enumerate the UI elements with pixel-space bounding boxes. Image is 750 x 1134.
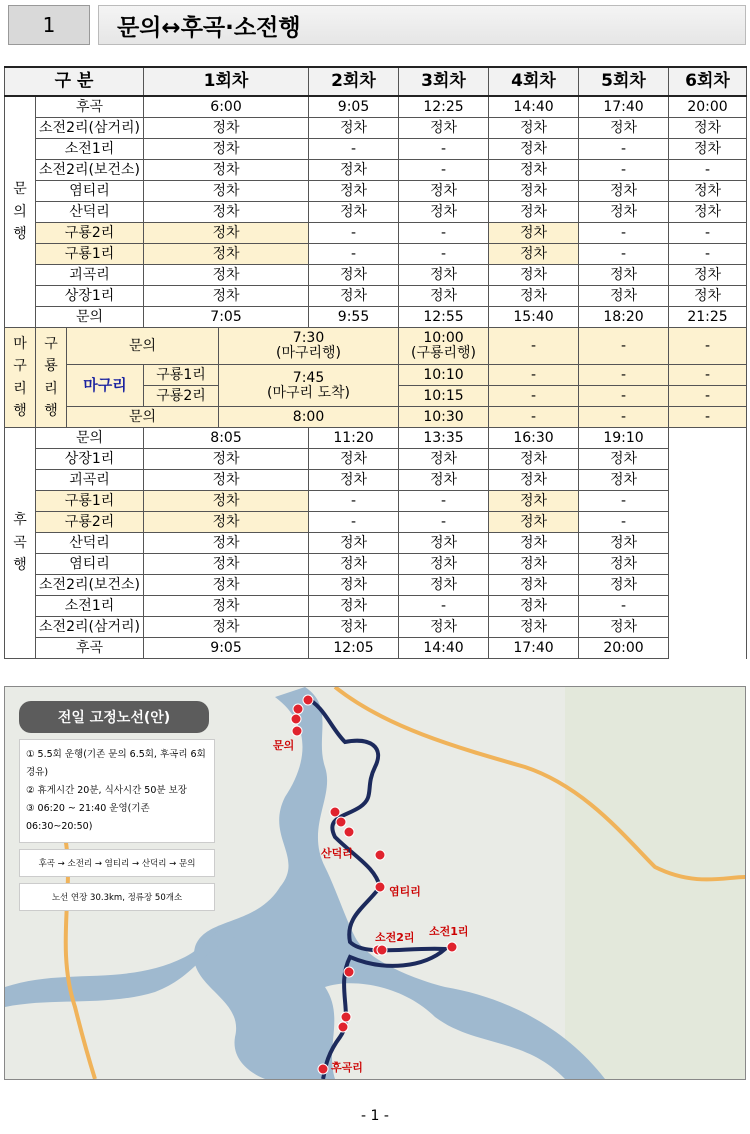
stop-name: 후곡 bbox=[36, 638, 144, 659]
time-cell: 정차 bbox=[309, 617, 399, 638]
time-cell: 정차 bbox=[399, 265, 489, 286]
legend-note: ③ 06:20 ~ 21:40 운영(기존 06:30~20:50) bbox=[26, 803, 150, 833]
time-cell: 13:35 bbox=[399, 428, 489, 449]
time-cell: 8:00 bbox=[219, 407, 399, 428]
stop-name: 상장1리 bbox=[36, 286, 144, 307]
stop-marker bbox=[375, 882, 385, 892]
time-cell: 16:30 bbox=[489, 428, 579, 449]
time-cell: - bbox=[579, 223, 669, 244]
table-row bbox=[5, 533, 747, 554]
stop-marker bbox=[330, 807, 340, 817]
time-cell: - bbox=[309, 139, 399, 160]
time-cell: 14:40 bbox=[489, 96, 579, 118]
time-cell: - bbox=[309, 491, 399, 512]
time-cell: 정차 bbox=[399, 181, 489, 202]
time-cell: 정차 bbox=[309, 118, 399, 139]
time-cell: 정차 bbox=[309, 202, 399, 223]
map-label-yeomti: 염티리 bbox=[389, 885, 421, 898]
time-cell: 정차 bbox=[399, 449, 489, 470]
time-cell: 정차 bbox=[399, 286, 489, 307]
table-row bbox=[5, 181, 747, 202]
column-header: 4회차 bbox=[489, 67, 579, 96]
stop-name: 문의 bbox=[36, 307, 144, 328]
stop-marker bbox=[293, 704, 303, 714]
stop-name: 문의 bbox=[67, 328, 219, 365]
time-cell: 정차 bbox=[144, 533, 309, 554]
time-cell: 정차 bbox=[144, 286, 309, 307]
time-cell: 정차 bbox=[144, 118, 309, 139]
time-cell: 정차 bbox=[669, 118, 747, 139]
column-header: 2회차 bbox=[309, 67, 399, 96]
table-row bbox=[5, 139, 747, 160]
time-cell: 정차 bbox=[489, 470, 579, 491]
section-label-magu: 마 구 리 행 bbox=[5, 328, 36, 428]
time-cell: 20:00 bbox=[669, 96, 747, 118]
time-cell: 정차 bbox=[144, 139, 309, 160]
table-row bbox=[5, 328, 747, 365]
time-cell: 정차 bbox=[489, 118, 579, 139]
time-cell: 정차 bbox=[399, 617, 489, 638]
time-cell: 정차 bbox=[489, 223, 579, 244]
stop-name: 소전1리 bbox=[36, 596, 144, 617]
time-cell: 19:10 bbox=[579, 428, 669, 449]
time-cell: 8:05 bbox=[144, 428, 309, 449]
stop-name: 구룡1리 bbox=[36, 491, 144, 512]
stop-marker bbox=[292, 726, 302, 736]
stop-name: 염티리 bbox=[36, 181, 144, 202]
column-header: 6회차 bbox=[669, 67, 747, 96]
time-cell: 정차 bbox=[144, 160, 309, 181]
table-row bbox=[5, 638, 747, 659]
table-row bbox=[5, 286, 747, 307]
time-cell: 정차 bbox=[489, 533, 579, 554]
stop-marker bbox=[344, 827, 354, 837]
stop-name: 구룡1리 bbox=[144, 365, 219, 386]
table-row bbox=[5, 202, 747, 223]
table-row bbox=[5, 160, 747, 181]
time-cell: 정차 bbox=[489, 202, 579, 223]
stop-name: 구룡2리 bbox=[36, 223, 144, 244]
table-row bbox=[5, 470, 747, 491]
table-row bbox=[5, 96, 747, 118]
time-cell: - bbox=[399, 596, 489, 617]
time-cell: - bbox=[399, 139, 489, 160]
time-cell: 10:15 bbox=[399, 386, 489, 407]
time-cell: 정차 bbox=[144, 575, 309, 596]
section-number: 1 bbox=[8, 5, 90, 45]
stop-name: 소전1리 bbox=[36, 139, 144, 160]
time-cell: 정차 bbox=[144, 617, 309, 638]
time-cell: 9:05 bbox=[144, 638, 309, 659]
time-cell: - bbox=[669, 160, 747, 181]
legend-title: 전일 고정노선(안) bbox=[19, 701, 209, 733]
time-cell: - bbox=[399, 491, 489, 512]
time-cell: 정차 bbox=[309, 596, 399, 617]
time-cell: 12:25 bbox=[399, 96, 489, 118]
time-cell: 정차 bbox=[144, 265, 309, 286]
stop-marker bbox=[338, 1022, 348, 1032]
time-cell: 정차 bbox=[489, 449, 579, 470]
stop-marker bbox=[447, 942, 457, 952]
table-row bbox=[5, 223, 747, 244]
time-cell: 정차 bbox=[399, 533, 489, 554]
time-cell: - bbox=[579, 491, 669, 512]
table-row bbox=[5, 449, 747, 470]
time-cell: - bbox=[579, 365, 669, 386]
time-cell: 정차 bbox=[579, 181, 669, 202]
stop-marker bbox=[303, 695, 313, 705]
route-map bbox=[4, 686, 746, 1080]
legend-notes bbox=[19, 739, 215, 843]
time-cell: - bbox=[399, 160, 489, 181]
time-cell: 정차 bbox=[579, 554, 669, 575]
time-cell: 14:40 bbox=[399, 638, 489, 659]
time-cell: - bbox=[579, 244, 669, 265]
time-cell: 정차 bbox=[309, 265, 399, 286]
section-label-munui: 문 의 행 bbox=[5, 96, 36, 328]
map-label-sojeon1: 소전1리 bbox=[429, 925, 469, 938]
timetable bbox=[4, 66, 747, 659]
time-cell: 17:40 bbox=[579, 96, 669, 118]
stop-marker bbox=[291, 714, 301, 724]
page-number: - 1 - bbox=[361, 1108, 389, 1124]
legend-summary: 노선 연장 30.3km, 정류장 50개소 bbox=[19, 883, 215, 911]
table-row bbox=[5, 596, 747, 617]
time-cell: 정차 bbox=[309, 181, 399, 202]
time-cell: 정차 bbox=[399, 470, 489, 491]
stop-name: 산덕리 bbox=[36, 533, 144, 554]
time-cell: - bbox=[669, 328, 747, 365]
time-cell: 정차 bbox=[489, 160, 579, 181]
time-cell: - bbox=[669, 386, 747, 407]
time-cell: 정차 bbox=[144, 449, 309, 470]
table-header-row bbox=[5, 67, 747, 96]
time-cell: 정차 bbox=[144, 554, 309, 575]
legend-route: 후곡 → 소전리 → 염티리 → 산덕리 → 문의 bbox=[19, 849, 215, 877]
time-cell: - bbox=[489, 386, 579, 407]
time-cell: 정차 bbox=[489, 617, 579, 638]
time-cell: 정차 bbox=[669, 139, 747, 160]
time-cell: 정차 bbox=[579, 449, 669, 470]
stop-name: 상장1리 bbox=[36, 449, 144, 470]
time-cell: 정차 bbox=[489, 491, 579, 512]
time-cell: - bbox=[579, 328, 669, 365]
map-label-hugok: 후곡리 bbox=[331, 1061, 363, 1074]
time-cell: 정차 bbox=[489, 139, 579, 160]
time-cell: 10:30 bbox=[399, 407, 489, 428]
time-cell: 15:40 bbox=[489, 307, 579, 328]
stop-name: 괴곡리 bbox=[36, 265, 144, 286]
section-label-hugok: 후 곡 행 bbox=[5, 428, 36, 659]
time-cell: 11:20 bbox=[309, 428, 399, 449]
time-cell: - bbox=[399, 512, 489, 533]
time-cell: - bbox=[579, 596, 669, 617]
time-cell: 정차 bbox=[579, 202, 669, 223]
stop-name: 산덕리 bbox=[36, 202, 144, 223]
time-cell: 정차 bbox=[579, 470, 669, 491]
group-label-magu: 마구리 bbox=[67, 365, 144, 407]
time-cell: 정차 bbox=[144, 244, 309, 265]
time-cell: 12:05 bbox=[309, 638, 399, 659]
time-cell: 정차 bbox=[579, 265, 669, 286]
column-header: 1회차 bbox=[144, 67, 309, 96]
stop-name: 문의 bbox=[36, 428, 144, 449]
time-cell: 7:05 bbox=[144, 307, 309, 328]
stop-name: 소전2리(삼거리) bbox=[36, 118, 144, 139]
table-row bbox=[5, 617, 747, 638]
time-cell: 정차 bbox=[489, 244, 579, 265]
time-cell: 정차 bbox=[489, 575, 579, 596]
time-cell: - bbox=[669, 407, 747, 428]
time-cell: 6:00 bbox=[144, 96, 309, 118]
stop-name: 소전2리(보건소) bbox=[36, 160, 144, 181]
time-cell: 정차 bbox=[669, 286, 747, 307]
time-cell: 10:10 bbox=[399, 365, 489, 386]
time-cell: 정차 bbox=[489, 554, 579, 575]
stop-name: 구룡2리 bbox=[36, 512, 144, 533]
time-cell: 정차 bbox=[309, 449, 399, 470]
time-cell: 정차 bbox=[579, 575, 669, 596]
time-cell: - bbox=[669, 244, 747, 265]
time-cell: 정차 bbox=[579, 118, 669, 139]
time-cell: - bbox=[579, 512, 669, 533]
time-cell: 정차 bbox=[489, 512, 579, 533]
time-cell: 정차 bbox=[309, 286, 399, 307]
time-cell: 정차 bbox=[144, 512, 309, 533]
time-cell: 10:00 (구룡리행) bbox=[399, 328, 489, 365]
time-cell: 정차 bbox=[579, 286, 669, 307]
time-cell: 정차 bbox=[309, 470, 399, 491]
table-row bbox=[5, 365, 747, 386]
stop-marker bbox=[344, 967, 354, 977]
stop-marker bbox=[341, 1012, 351, 1022]
column-header: 3회차 bbox=[399, 67, 489, 96]
time-cell: - bbox=[309, 512, 399, 533]
time-cell: 20:00 bbox=[579, 638, 669, 659]
stop-name: 구룡1리 bbox=[36, 244, 144, 265]
time-cell: - bbox=[399, 223, 489, 244]
stop-marker bbox=[377, 945, 387, 955]
time-cell: 정차 bbox=[144, 181, 309, 202]
time-cell: 정차 bbox=[309, 575, 399, 596]
time-cell: 정차 bbox=[309, 533, 399, 554]
header-corner: 구 분 bbox=[5, 67, 144, 96]
table-row bbox=[5, 512, 747, 533]
column-header: 5회차 bbox=[579, 67, 669, 96]
table-row bbox=[5, 554, 747, 575]
stop-name: 문의 bbox=[67, 407, 219, 428]
time-cell: 정차 bbox=[399, 202, 489, 223]
time-cell: 9:05 bbox=[309, 96, 399, 118]
time-cell: 정차 bbox=[144, 223, 309, 244]
time-cell: - bbox=[579, 386, 669, 407]
stop-name: 염티리 bbox=[36, 554, 144, 575]
time-cell: 정차 bbox=[144, 470, 309, 491]
stop-name: 괴곡리 bbox=[36, 470, 144, 491]
time-cell: 정차 bbox=[669, 265, 747, 286]
time-cell: - bbox=[489, 328, 579, 365]
time-cell: 정차 bbox=[399, 575, 489, 596]
time-cell: 21:25 bbox=[669, 307, 747, 328]
time-cell: 정차 bbox=[144, 491, 309, 512]
time-cell: 9:55 bbox=[309, 307, 399, 328]
legend-note: ① 5.5회 운행(기존 문의 6.5회, 후곡리 6회 경유) bbox=[26, 749, 206, 779]
time-cell: 17:40 bbox=[489, 638, 579, 659]
stop-marker bbox=[375, 850, 385, 860]
time-cell: - bbox=[579, 160, 669, 181]
time-cell: 정차 bbox=[579, 533, 669, 554]
time-cell: - bbox=[489, 407, 579, 428]
time-cell: - bbox=[309, 244, 399, 265]
table-row bbox=[5, 307, 747, 328]
time-cell: 정차 bbox=[399, 118, 489, 139]
section-header bbox=[8, 5, 746, 45]
time-cell: 정차 bbox=[579, 617, 669, 638]
stop-name: 구룡2리 bbox=[144, 386, 219, 407]
stop-marker bbox=[318, 1064, 328, 1074]
table-row bbox=[5, 118, 747, 139]
table-row bbox=[5, 428, 747, 449]
time-cell: - bbox=[669, 365, 747, 386]
time-cell: 정차 bbox=[309, 554, 399, 575]
time-cell: - bbox=[669, 223, 747, 244]
time-cell: 정차 bbox=[489, 265, 579, 286]
time-cell: 정차 bbox=[489, 286, 579, 307]
time-cell: 정차 bbox=[489, 181, 579, 202]
map-label-sandeok: 산덕리 bbox=[321, 847, 353, 860]
table-row bbox=[5, 491, 747, 512]
time-cell: 7:30 (마구리행) bbox=[219, 328, 399, 365]
time-cell: - bbox=[579, 139, 669, 160]
stop-name: 소전2리(보건소) bbox=[36, 575, 144, 596]
time-cell: 정차 bbox=[309, 160, 399, 181]
map-legend bbox=[19, 701, 219, 911]
time-cell: 정차 bbox=[399, 554, 489, 575]
table-row bbox=[5, 407, 747, 428]
time-cell: 정차 bbox=[669, 202, 747, 223]
stop-marker bbox=[336, 817, 346, 827]
time-cell: 정차 bbox=[489, 596, 579, 617]
time-cell: 18:20 bbox=[579, 307, 669, 328]
time-cell: - bbox=[309, 223, 399, 244]
section-title: 문의↔후곡·소전행 bbox=[98, 5, 746, 45]
map-label-munui: 문의 bbox=[273, 739, 295, 752]
time-cell: 정차 bbox=[669, 181, 747, 202]
time-cell: - bbox=[489, 365, 579, 386]
time-cell: 정차 bbox=[144, 202, 309, 223]
table-row bbox=[5, 265, 747, 286]
time-cell: 정차 bbox=[144, 596, 309, 617]
stop-name: 소전2리(삼거리) bbox=[36, 617, 144, 638]
stop-name: 후곡 bbox=[36, 96, 144, 118]
time-cell: 12:55 bbox=[399, 307, 489, 328]
section-label-guryong: 구 룡 리 행 bbox=[36, 328, 67, 428]
table-row bbox=[5, 575, 747, 596]
time-cell: - bbox=[399, 244, 489, 265]
legend-note: ② 휴게시간 20분, 식사시간 50분 보장 bbox=[26, 785, 187, 797]
time-cell: 7:45 (마구리 도착) bbox=[219, 365, 399, 407]
table-row bbox=[5, 244, 747, 265]
time-cell: - bbox=[579, 407, 669, 428]
map-forest bbox=[565, 687, 745, 1079]
map-label-sojeon2: 소전2리 bbox=[375, 931, 415, 944]
